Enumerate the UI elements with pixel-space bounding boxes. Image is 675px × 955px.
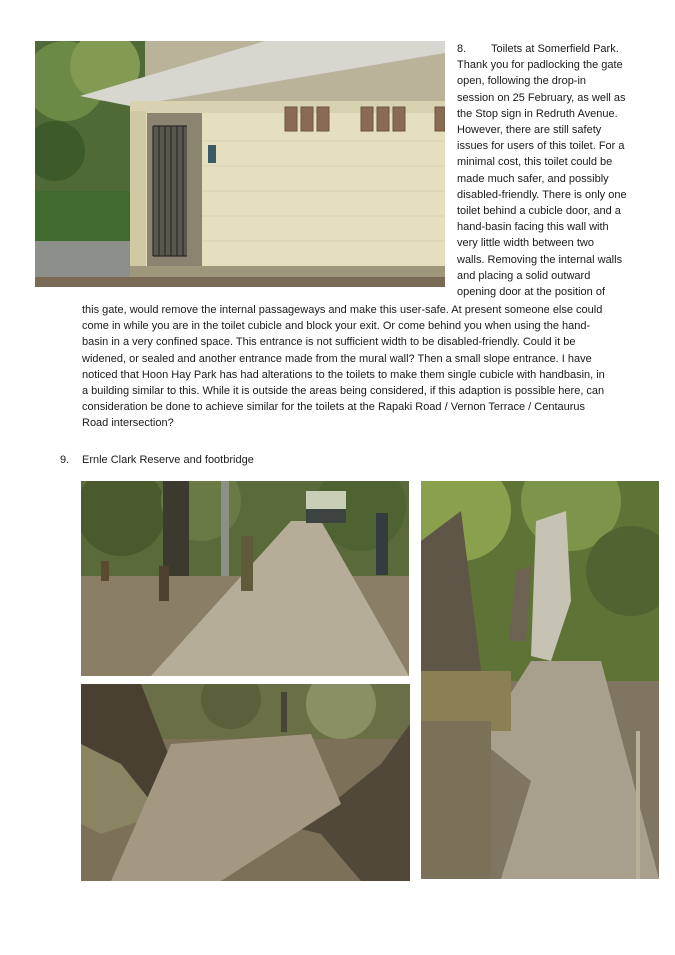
text-line: walls. Removing the internal walls [457,253,623,266]
item-8-number: 8. [457,43,467,55]
text-line: Road intersection? [82,417,174,430]
text-line: a building similar to this. While it is outside the areas being considered, if this adaption is possible here, can [82,385,605,398]
text-line: issues for users of this toilet. For a [457,140,625,153]
toilet-block-photo [35,41,445,287]
text-line: opening door at the position of [457,286,606,299]
text-line: come in while you are in the toilet cubicle and block your exit. Or come behind you when using the hand- [82,320,591,333]
text-line: open, following the drop-in [457,75,587,88]
text-line: very little width between two [457,237,594,250]
text-line: noticed that Hoon Hay Park has had alterations to the toilets to make them single cubicle with handbasin, in [82,368,605,381]
text-line: the Stop sign in Redruth Avenue. [457,107,618,120]
text-line: However, there are still safety [457,124,602,137]
item-9-title: Ernle Clark Reserve and footbridge [82,454,254,466]
text-line: hand-basin facing this wall with [457,221,609,234]
text-line: and placing a solid outward [457,269,591,282]
reserve-path-photo [81,481,409,676]
text-line: disabled-friendly. There is only one [457,188,627,201]
text-line: Thank you for padlocking the gate [457,59,623,72]
text-line: widened, or sealed and another entrance made from the mural wall? Then a small slope entrance. I have [82,352,592,365]
text-line: consideration be done to achieve similar for the toilets at the Rapaki Road / Vernon Terrace / Centaurus [82,401,586,414]
reserve-winding-path-photo [421,481,659,879]
reserve-trees-photo [81,684,410,881]
item-9-heading [60,452,254,468]
item-8-first-line [457,41,657,57]
text-line: session on 25 February, as well as [457,91,626,104]
item-8-body-text [82,302,642,432]
text-line: made much safer, and possibly [457,172,609,185]
item-9-number: 9. [60,454,70,466]
text-line: basin in a very confined space. This entrance is not sufficient width to be disabled-friendly. Could it be [82,336,576,349]
text-line: minimal cost, this toilet could be [457,156,613,169]
text-line: this gate, would remove the internal passageways and make this user-safe. At present someone else could [82,304,603,316]
item-8-side-text [457,41,657,300]
text-line: Toilets at Somerfield Park. [491,43,619,55]
text-line: toilet behind a cubicle door, and a [457,205,621,218]
